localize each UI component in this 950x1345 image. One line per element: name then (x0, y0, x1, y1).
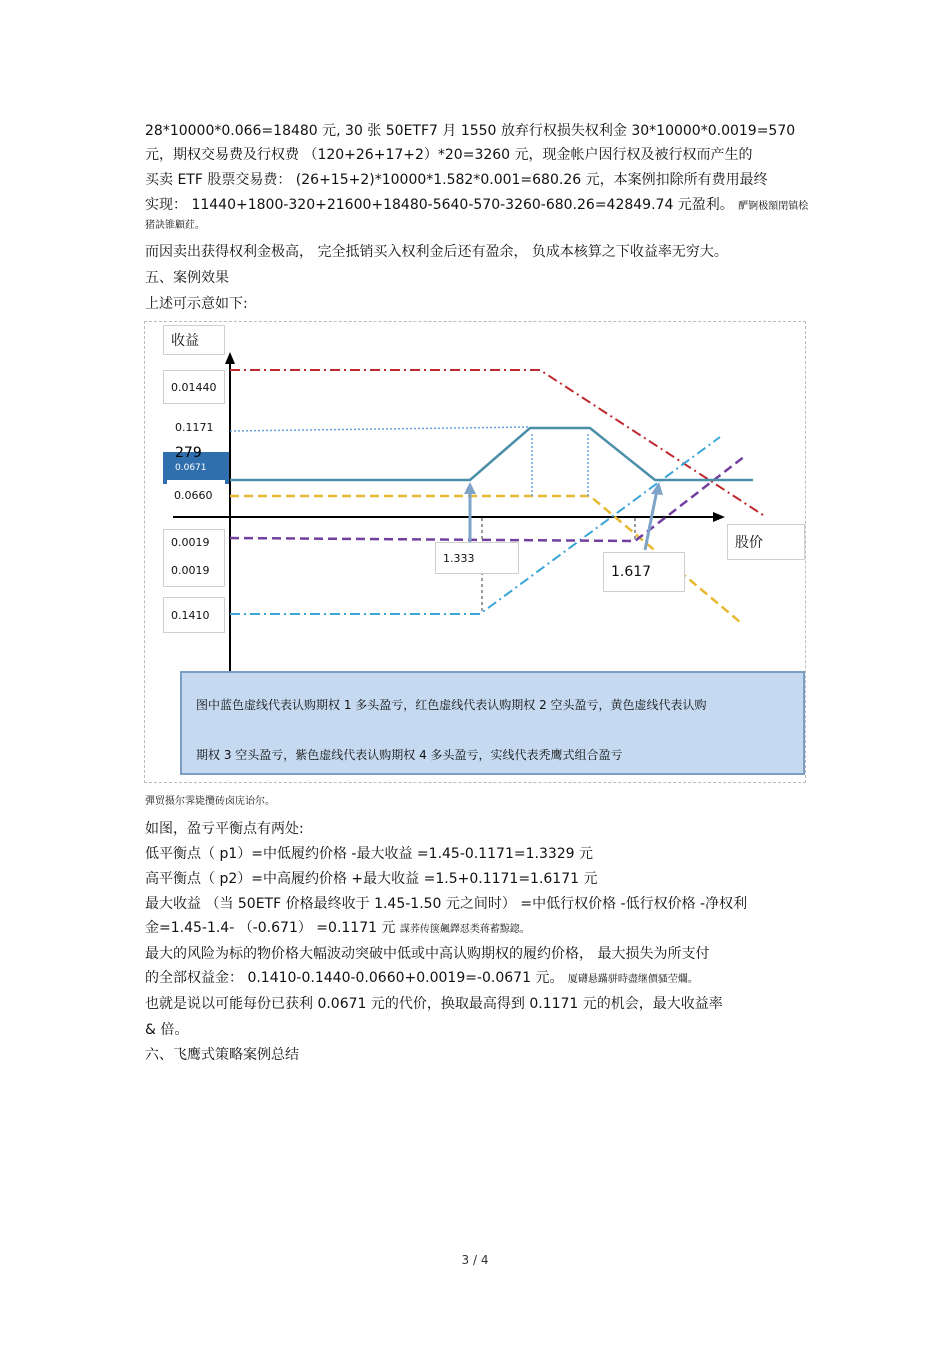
body-text-line: 元，期权交易费及行权费 （120+26+17+2）*20=3260 元，现金帐户因行权及被行权而产生的 (145, 147, 753, 163)
legend-text: 期权 3 空头盈亏，紫色虚线代表认购期权 4 多头盈亏，实线代表秃鹰式组合盈亏 (196, 748, 623, 762)
page-number: 3 / 4 (461, 1253, 489, 1267)
legend-box (180, 671, 805, 775)
body-text: 的全部权益金： 0.1410-0.1440-0.0660+0.0019=-0.0671 元。 (145, 970, 564, 986)
breakeven-p1-label: 1.333 (435, 542, 519, 574)
y-value-label: 279 (175, 445, 202, 461)
body-text-line: 买卖 ETF 股票交易费： (26+15+2)*10000*1.582*0.001=680.26 元，本案例扣除所有费用最终 (145, 172, 768, 188)
breakeven-arrow-p2 (645, 490, 657, 550)
breakeven-p2-label: 1.617 (603, 552, 685, 592)
red-call-2-short (230, 370, 763, 515)
body-text-line: 上述可示意如下: (145, 296, 248, 312)
y-axis-label: 收益 (163, 325, 225, 355)
purple-call-4-long (230, 456, 745, 541)
y-value-label: 0.01440 (163, 370, 225, 404)
body-text-line: 如图，盈亏平衡点有两处: (145, 821, 304, 837)
body-text-line (145, 918, 530, 940)
body-text-line: 高平衡点（ p2）=中高履约价格 +最大收益 =1.5+0.1171=1.6171 元 (145, 871, 598, 887)
body-text-line: 最大的风险为标的物价格大幅波动突破中低或中高认购期权的履约价格， 最大损失为所支付 (145, 946, 710, 962)
garbled-text: 酽锕极額閉镇桧 (738, 201, 809, 212)
garbled-text: 彈贸摄尔霁毙攬砖卤庑诒尔。 (145, 796, 275, 807)
garbled-text: 謀荞传箧飆鐸怼类蒋蓄黥鍃。 (399, 924, 530, 935)
y-value-label: 0.0019 (163, 529, 225, 555)
body-text-line (145, 968, 698, 990)
body-text-line: 也就是说以可能每份已获利 0.0671 元的代价，换取最高得到 0.1171 元的机会，最大收益率 (145, 996, 723, 1012)
body-text-line (145, 195, 808, 217)
section-heading: 五、案例效果 (145, 270, 229, 286)
max-profit-dotted-line (230, 427, 530, 431)
garbled-text: 猪訣锥顧荭。 (145, 220, 205, 231)
y-value-label: 0.1410 (163, 597, 225, 633)
body-text: 金=1.45-1.4- （-0.671） =0.1171 元 (145, 920, 396, 936)
body-text-line: 而因卖出获得权利金极高， 完全抵销买入权利金后还有盈余， 负成本核算之下收益率无穷大。 (145, 244, 728, 260)
y-value-label: 0.0660 (167, 480, 225, 510)
garbled-text: 厦礴悬蹣骈時盡继價骚茔爛。 (567, 974, 698, 985)
y-axis-arrow (225, 352, 235, 364)
body-text-line: 最大收益 （当 50ETF 价格最终收于 1.45-1.50 元之间时） =中低行权价格 -低行权价格 -净权利 (145, 896, 748, 912)
body-text: 实现： 11440+1800-320+21600+18480-5640-570-3260-680.26=42849.74 元盈利。 (145, 197, 734, 213)
payoff-diagram (144, 321, 806, 783)
x-axis-label: 股价 (727, 524, 805, 560)
body-text-line: 28*10000*0.066=18480 元, 30 张 50ETF7 月 1550 放弃行权损失权利金 30*10000*0.0019=570 (145, 123, 796, 139)
body-text-line: & 倍。 (145, 1022, 189, 1038)
y-value-label: 0.0671 (175, 463, 207, 473)
condor-payoff-line (230, 428, 753, 480)
y-value-label: 0.1171 (168, 410, 226, 444)
y-value-label: 0.0019 (163, 555, 225, 587)
breakeven-arrow-p1-head (464, 482, 476, 494)
section-heading: 六、飞鹰式策略案例总结 (145, 1047, 299, 1063)
x-axis-arrow (713, 512, 725, 522)
legend-text: 图中蓝色虚线代表认购期权 1 多头盈亏，红色虚线代表认购期权 2 空头盈亏，黄色虚线代表认购 (196, 698, 707, 712)
body-text-line: 低平衡点（ p1）=中低履约价格 -最大收益 =1.45-0.1171=1.3329 元 (145, 846, 594, 862)
